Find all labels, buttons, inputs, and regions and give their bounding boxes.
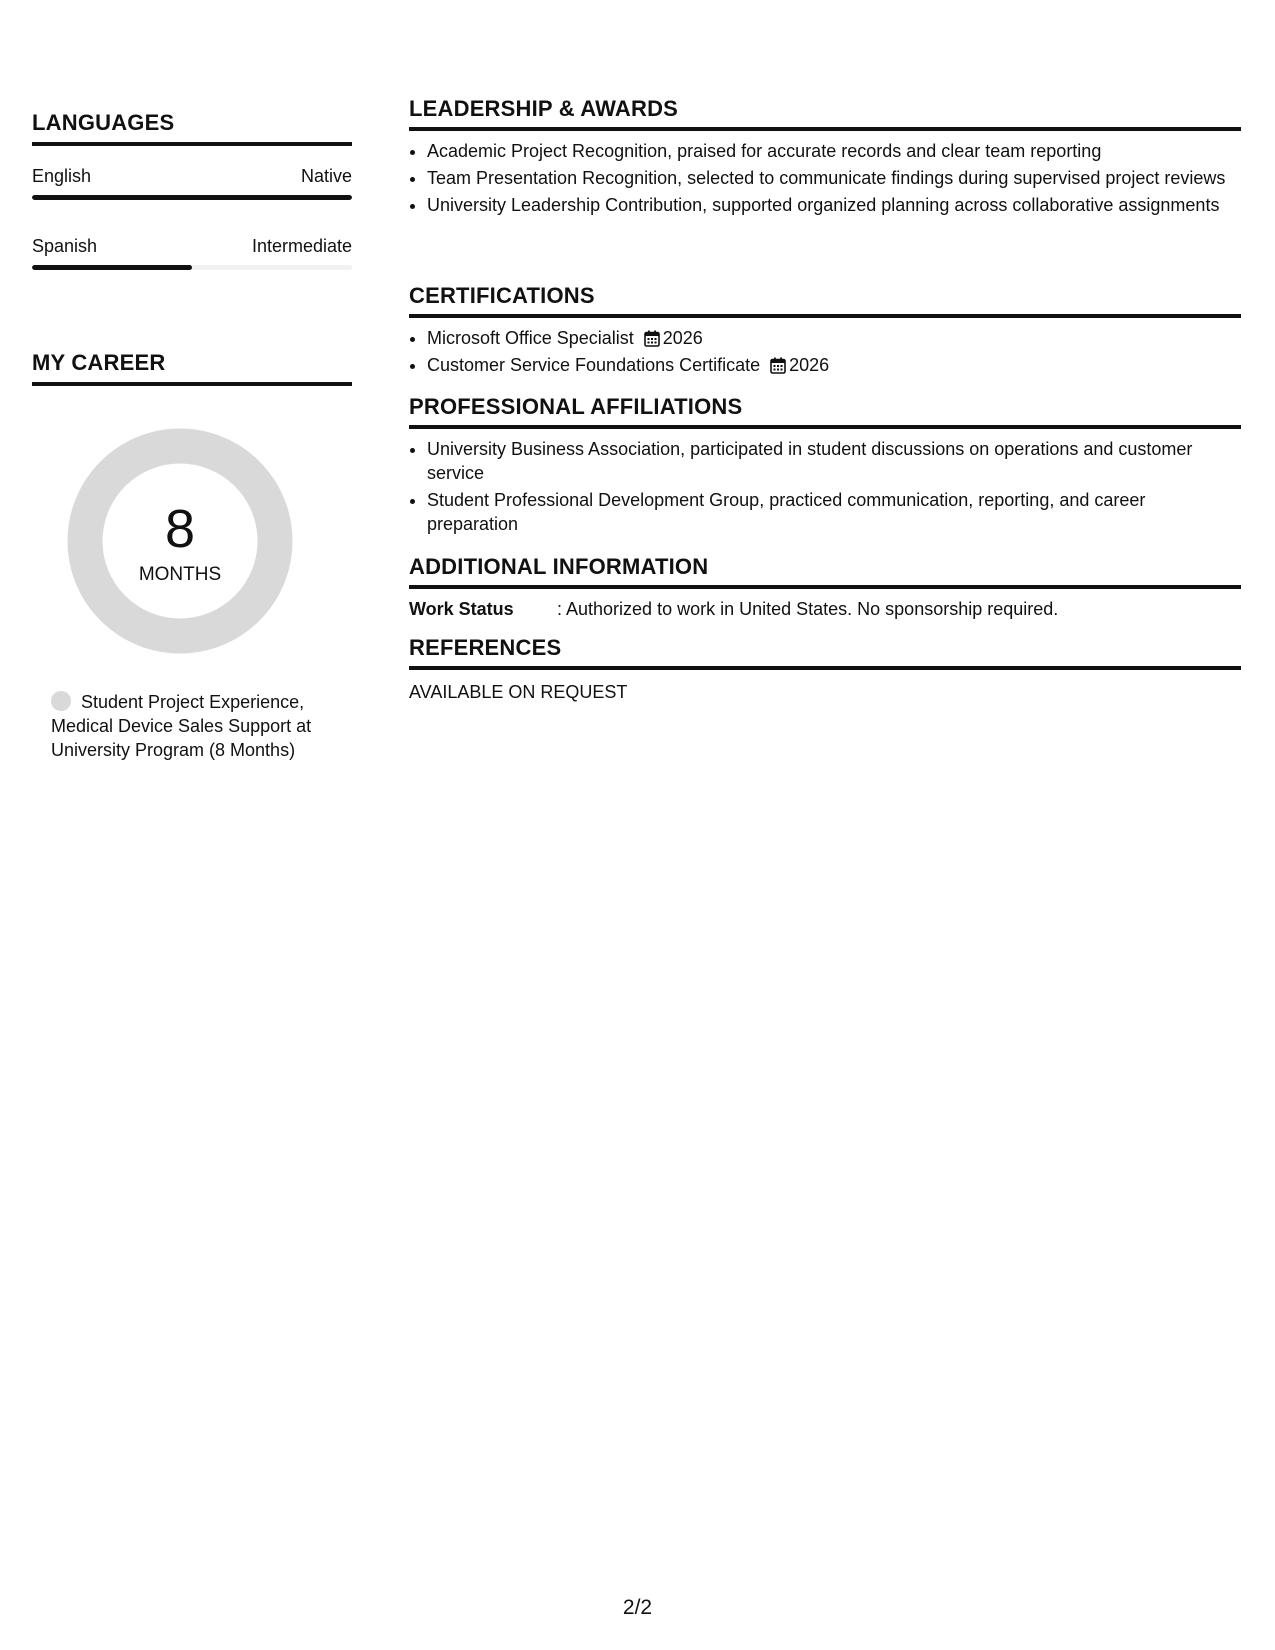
legend-dot [51,691,71,711]
certifications-list [409,326,1241,377]
leadership-list [409,139,1241,217]
affiliations-heading: PROFESSIONAL AFFILIATIONS [409,394,1241,429]
career-heading: MY CAREER [32,350,352,386]
language-proficiency-bar [32,195,352,200]
language-name: English [32,166,92,186]
language-proficiency-fill [32,265,192,270]
affiliations-list [409,437,1241,536]
language-proficiency-bar [32,265,352,270]
language-level: Native [300,166,352,186]
language-level: Intermediate [251,236,352,256]
career-legend [51,690,341,762]
references-section [409,635,1241,704]
page-number: 2/2 [622,1596,653,1619]
language-name: Spanish [32,236,98,256]
list-item [427,353,1241,377]
work-status-value: : Authorized to work in United States. No sponsorship required. [557,599,1059,619]
leadership-heading: LEADERSHIP & AWARDS [409,96,1241,131]
work-status-label: Work Status [409,599,514,619]
list-item [427,326,1241,350]
list-item: • University Leadership Contribution, supported organized planning across collaborative assignments [427,193,1241,217]
career-total-value: 8 [164,499,196,559]
certifications-section [409,283,1241,380]
certification-name: Microsoft Office Specialist [427,328,634,348]
language-proficiency-fill [32,195,352,200]
certification-name: Customer Service Foundations Certificate [427,355,761,375]
list-item: • Academic Project Recognition, praised for accurate records and clear team reporting [427,139,1241,163]
career-donut-center [67,428,293,654]
references-heading: REFERENCES [409,635,1241,670]
calendar-icon [644,330,660,347]
certification-year: 2026 [789,355,830,375]
list-item: • University Business Association, participated in student discussions on operations and customer service [427,437,1241,485]
career-total-unit: MONTHS [138,564,222,585]
affiliations-section [409,394,1241,539]
additional-heading: ADDITIONAL INFORMATION [409,554,1241,589]
work-status-row [409,597,1241,621]
references-text: AVAILABLE ON REQUEST [409,682,628,702]
list-item: • Student Professional Development Group, practiced communication, reporting, and career preparation [427,488,1241,536]
certifications-heading: CERTIFICATIONS [409,283,1241,318]
list-item: • Team Presentation Recognition, selected to communicate findings during supervised project reviews [427,166,1241,190]
calendar-icon [770,357,786,374]
career-legend-label: Student Project Experience, Medical Device Sales Support at University Program (8 Months) [51,692,312,760]
additional-section [409,554,1241,621]
leadership-section [409,96,1241,220]
certification-year: 2026 [662,328,703,348]
career-donut-chart [67,428,293,654]
languages-heading: LANGUAGES [32,110,352,146]
